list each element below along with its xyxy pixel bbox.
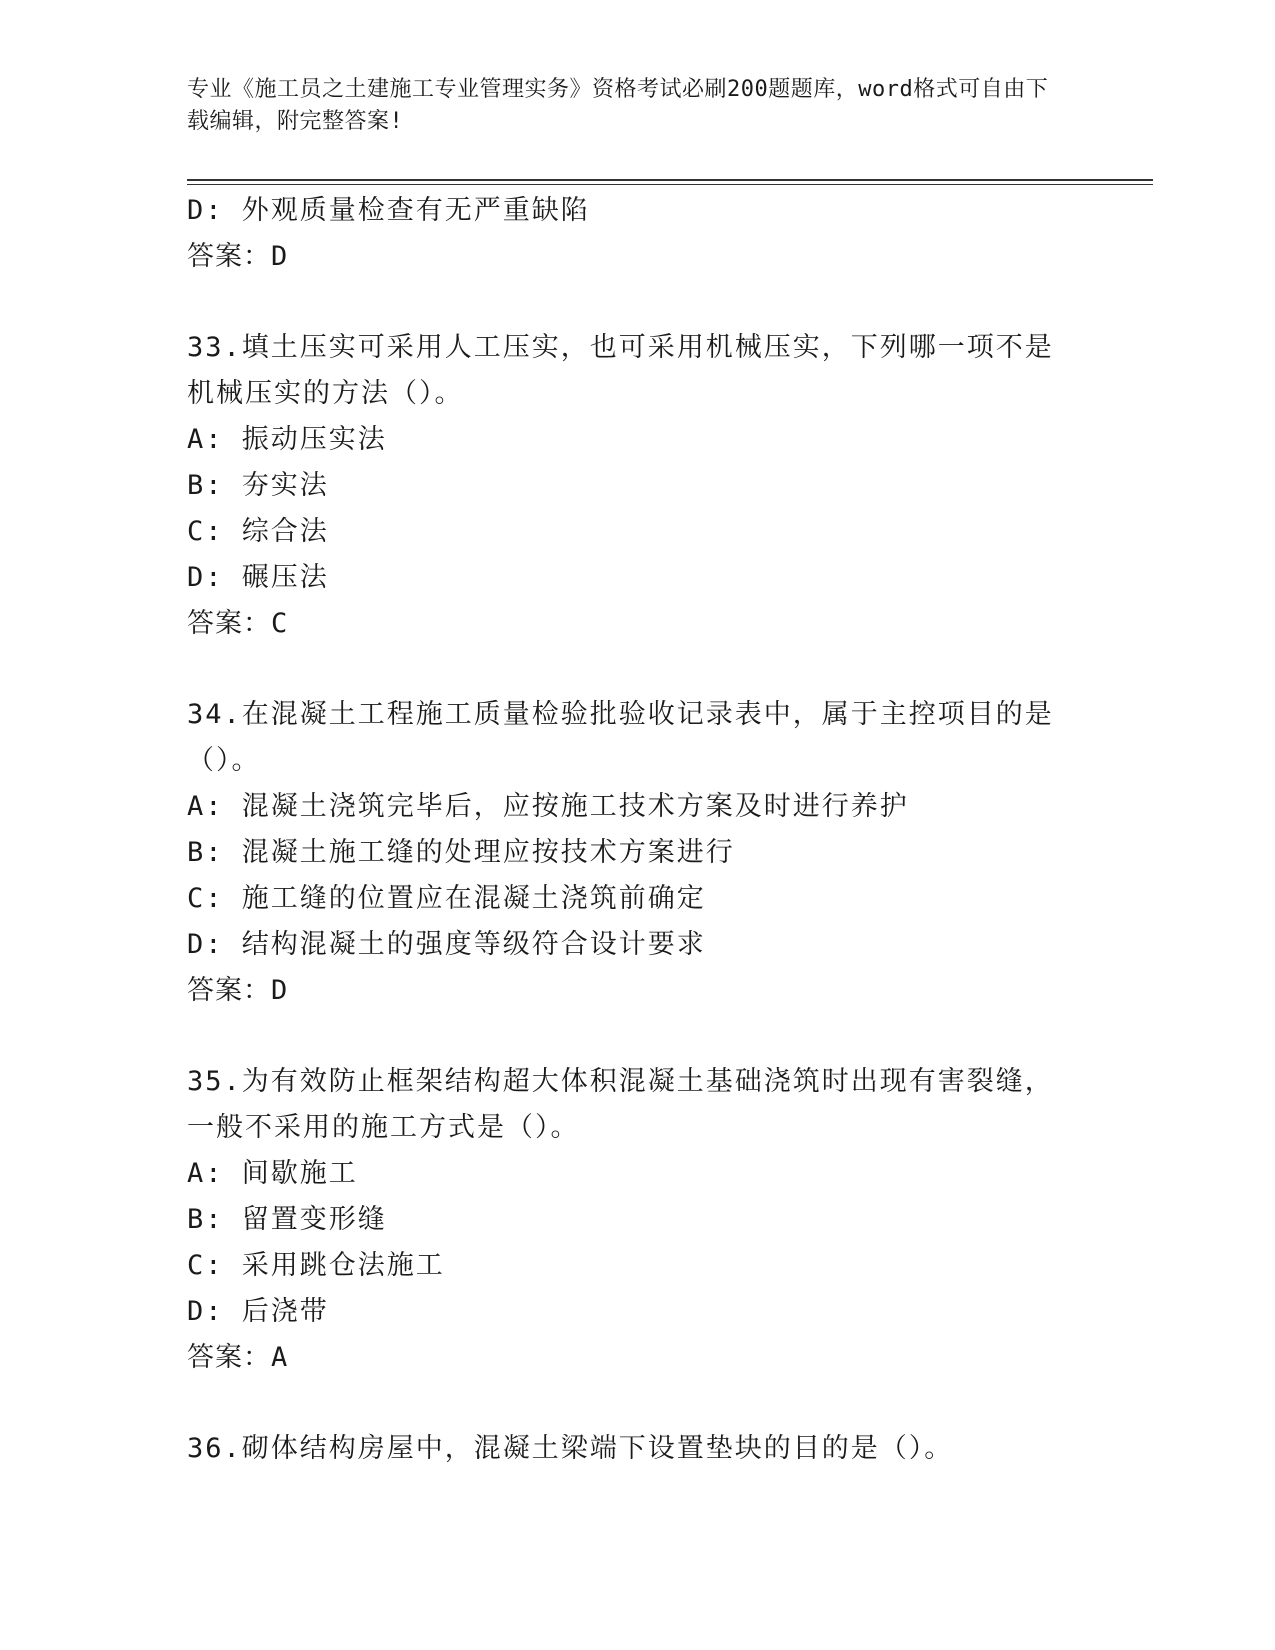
answer-label: 答案： [187, 608, 271, 639]
answer-line [187, 1335, 1067, 1381]
question-content [187, 188, 1067, 1472]
answer-label: 答案： [187, 975, 271, 1006]
spacer [187, 647, 1067, 692]
header-divider-thin [187, 184, 1153, 185]
spacer [187, 1381, 1067, 1426]
option-a: A: 间歇施工 [187, 1158, 358, 1189]
option-a: A: 混凝土浇筑完毕后，应按施工技术方案及时进行养护 [187, 791, 909, 822]
answer-value: A [271, 1342, 289, 1373]
answer-line [187, 968, 1067, 1014]
option-d: D: 后浇带 [187, 1296, 329, 1327]
answer-value: C [271, 608, 289, 639]
option-d: D: 结构混凝土的强度等级符合设计要求 [187, 929, 706, 960]
option-d: D: 碾压法 [187, 562, 329, 593]
answer-value: D [271, 241, 289, 272]
answer-line [187, 234, 1067, 280]
option-b: B: 混凝土施工缝的处理应按技术方案进行 [187, 837, 735, 868]
answer-value: D [271, 975, 289, 1006]
question-stem: 35.为有效防止框架结构超大体积混凝土基础浇筑时出现有害裂缝，一般不采用的施工方式是（）。 [187, 1066, 1054, 1143]
answer-label: 答案： [187, 241, 271, 272]
option-c: C: 采用跳仓法施工 [187, 1250, 445, 1281]
document-header-title: 专业《施工员之土建施工专业管理实务》资格考试必刷200题题库，word格式可自由下载编辑，附完整答案! [187, 77, 1049, 134]
option-b: B: 留置变形缝 [187, 1204, 387, 1235]
option-d: D: 外观质量检查有无严重缺陷 [187, 195, 590, 226]
option-c: C: 施工缝的位置应在混凝土浇筑前确定 [187, 883, 706, 914]
question-stem: 33.填土压实可采用人工压实，也可采用机械压实，下列哪一项不是机械压实的方法（）。 [187, 332, 1054, 409]
question-stem: 36.砌体结构房屋中，混凝土梁端下设置垫块的目的是（）。 [187, 1433, 954, 1464]
answer-label: 答案： [187, 1342, 271, 1373]
option-c: C: 综合法 [187, 516, 329, 547]
option-b: B: 夯实法 [187, 470, 329, 501]
answer-line [187, 601, 1067, 647]
header-divider-thick [187, 179, 1153, 181]
spacer [187, 1014, 1067, 1059]
option-a: A: 振动压实法 [187, 424, 387, 455]
question-stem: 34.在混凝土工程施工质量检验批验收记录表中，属于主控项目的是（）。 [187, 699, 1054, 776]
spacer [187, 280, 1067, 325]
